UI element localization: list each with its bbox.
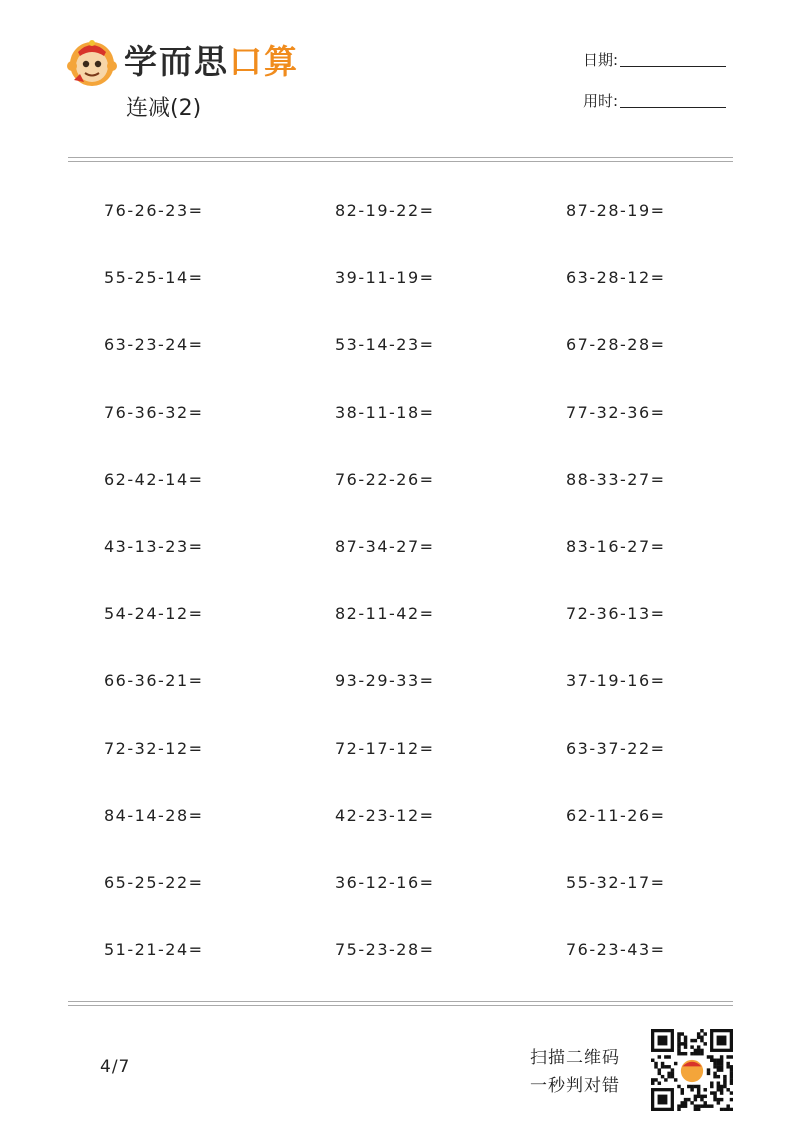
qr-module [726, 1055, 729, 1058]
brand-name: 学而思 [124, 42, 229, 81]
qr-module [720, 1068, 723, 1071]
qr-module [677, 1042, 680, 1045]
problem-item: 87-34-27= [335, 537, 435, 556]
qr-module [720, 1098, 723, 1101]
problem-item: 63-28-12= [566, 268, 666, 288]
qr-module [703, 1042, 706, 1045]
qr-module [661, 1065, 664, 1068]
qr-module [681, 1052, 684, 1055]
qr-module [700, 1029, 703, 1032]
scan-line-2: 一秒判对错 [530, 1076, 620, 1096]
qr-module [717, 1098, 720, 1101]
qr-module [717, 1062, 720, 1065]
problem-item: 43-13-23= [104, 537, 204, 556]
qr-module [717, 1101, 720, 1104]
qr-module [700, 1039, 703, 1042]
qr-module [703, 1101, 706, 1104]
qr-module [654, 1062, 657, 1065]
qr-module [710, 1059, 713, 1062]
qr-module [690, 1052, 693, 1055]
qr-module [717, 1088, 720, 1091]
qr-module [707, 1068, 710, 1071]
problem-item: 67-28-28= [566, 335, 666, 355]
qr-module [697, 1049, 700, 1052]
qr-module [671, 1068, 674, 1071]
qr-module [661, 1062, 664, 1065]
qr-module [684, 1042, 687, 1045]
worksheet-title: 连减(2) [126, 96, 202, 121]
qr-module [667, 1065, 670, 1068]
qr-module [707, 1055, 710, 1058]
qr-module [713, 1072, 716, 1075]
qr-module [667, 1055, 670, 1058]
qr-module [684, 1104, 687, 1107]
problem-item: 63-37-22= [566, 738, 666, 758]
problem-item: 72-17-12= [335, 738, 435, 758]
bottom-divider [68, 1001, 733, 1006]
qr-module [697, 1104, 700, 1107]
problem-item: 77-32-36= [566, 402, 666, 422]
qr-module [684, 1052, 687, 1055]
qr-module [684, 1045, 687, 1048]
problem-item: 51-21-24= [104, 940, 204, 960]
qr-module [677, 1039, 680, 1042]
qr-module [677, 1036, 680, 1039]
qr-module [677, 1108, 680, 1111]
qr-module [710, 1091, 713, 1094]
qr-module [730, 1098, 733, 1101]
problem-item: 82-19-22= [335, 201, 435, 220]
qr-module [697, 1052, 700, 1055]
qr-module [677, 1104, 680, 1107]
qr-module [697, 1108, 700, 1111]
qr-module [677, 1032, 680, 1035]
qr-module [651, 1081, 654, 1084]
brand-product: 口算 [229, 42, 299, 81]
qr-module [717, 1068, 720, 1071]
qr-module [700, 1052, 703, 1055]
qr-module [717, 1059, 720, 1062]
date-label: 日期: [583, 51, 619, 69]
qr-module [661, 1075, 664, 1078]
problem-item: 83-16-27= [566, 537, 666, 556]
qr-module [717, 1085, 720, 1088]
qr-module [726, 1108, 729, 1111]
qr-module [713, 1091, 716, 1094]
qr-module [658, 1072, 661, 1075]
qr-module [703, 1088, 706, 1091]
qr-module [697, 1088, 700, 1091]
qr-module [700, 1104, 703, 1107]
qr-module [664, 1065, 667, 1068]
scan-line-1: 扫描二维码 [530, 1048, 620, 1068]
qr-module [697, 1091, 700, 1094]
qr-module [700, 1036, 703, 1039]
qr-module [671, 1075, 674, 1078]
qr-module [730, 1078, 733, 1081]
qr-module [707, 1104, 710, 1107]
qr-module [730, 1055, 733, 1058]
qr-module [664, 1055, 667, 1058]
qr-module [694, 1085, 697, 1088]
qr-module [687, 1098, 690, 1101]
problem-item: 55-32-17= [566, 873, 666, 892]
qr-module [707, 1072, 710, 1075]
qr-module [700, 1098, 703, 1101]
qr-module [730, 1091, 733, 1094]
qr-module [694, 1108, 697, 1111]
problem-item: 76-23-43= [566, 940, 666, 960]
qr-module [664, 1078, 667, 1081]
qr-module [723, 1081, 726, 1084]
qr-module [694, 1039, 697, 1042]
qr-module [651, 1059, 654, 1062]
qr-module [694, 1095, 697, 1098]
qr-module [687, 1085, 690, 1088]
qr-module [697, 1045, 700, 1048]
qr-module [690, 1088, 693, 1091]
qr-module [717, 1065, 720, 1068]
problem-item: 37-19-16= [566, 671, 666, 691]
qr-module [703, 1104, 706, 1107]
qr-module [713, 1059, 716, 1062]
qr-module [726, 1062, 729, 1065]
qr-module [713, 1095, 716, 1098]
time-label: 用时: [583, 92, 619, 110]
qr-module [717, 1075, 720, 1078]
page-number: 4/7 [100, 1057, 131, 1077]
qr-module [677, 1045, 680, 1048]
qr-module [703, 1032, 706, 1035]
qr-module [710, 1081, 713, 1084]
problem-item: 39-11-19= [335, 268, 435, 288]
qr-module [658, 1068, 661, 1071]
qr-module [654, 1078, 657, 1081]
problem-item: 72-32-12= [104, 738, 204, 758]
qr-module [730, 1108, 733, 1111]
qr-module [720, 1062, 723, 1065]
qr-module [677, 1052, 680, 1055]
problem-item: 53-14-23= [335, 335, 435, 355]
problem-item: 42-23-12= [335, 805, 435, 825]
qr-module [703, 1095, 706, 1098]
qr-module [681, 1032, 684, 1035]
problem-item: 76-36-32= [104, 402, 204, 422]
qr-finder-block [717, 1036, 727, 1046]
problem-item: 87-28-19= [566, 201, 666, 220]
qr-module [713, 1062, 716, 1065]
qr-module [674, 1078, 677, 1081]
qr-module [694, 1049, 697, 1052]
qr-module [720, 1059, 723, 1062]
qr-module [681, 1091, 684, 1094]
qr-module [713, 1075, 716, 1078]
qr-module [684, 1036, 687, 1039]
qr-module [690, 1045, 693, 1048]
qr-module [651, 1078, 654, 1081]
qr-module [658, 1055, 661, 1058]
problem-item: 63-23-24= [104, 335, 204, 355]
qr-module [684, 1101, 687, 1104]
qr-module [700, 1095, 703, 1098]
qr-module [723, 1085, 726, 1088]
qr-module [681, 1104, 684, 1107]
qr-module [697, 1036, 700, 1039]
qr-module [681, 1042, 684, 1045]
problem-item: 93-29-33= [335, 671, 435, 691]
problem-item: 72-36-13= [566, 604, 666, 624]
qr-module [694, 1104, 697, 1107]
qr-module [730, 1065, 733, 1068]
problem-item: 88-33-27= [566, 469, 666, 489]
problem-item: 55-25-14= [104, 268, 204, 288]
qr-module [690, 1101, 693, 1104]
qr-module [674, 1062, 677, 1065]
qr-module [694, 1052, 697, 1055]
qr-module [720, 1085, 723, 1088]
problem-item: 54-24-12= [104, 604, 204, 624]
problem-item: 62-42-14= [104, 469, 204, 489]
qr-module [697, 1085, 700, 1088]
qr-module [671, 1072, 674, 1075]
qr-module [684, 1039, 687, 1042]
qr-module [690, 1039, 693, 1042]
qr-module [710, 1104, 713, 1107]
qr-module [730, 1072, 733, 1075]
qr-module [720, 1065, 723, 1068]
qr-module [723, 1075, 726, 1078]
qr-module [726, 1065, 729, 1068]
problem-item: 62-11-26= [566, 805, 666, 825]
qr-finder-block [658, 1095, 668, 1105]
qr-module [654, 1065, 657, 1068]
problem-item: 36-12-16= [335, 873, 435, 892]
problem-item: 76-26-23= [104, 201, 204, 220]
qr-module [667, 1072, 670, 1075]
qr-module [658, 1081, 661, 1084]
qr-module [720, 1088, 723, 1091]
scan-instructions [530, 1044, 620, 1100]
qr-module [697, 1032, 700, 1035]
qr-module [684, 1098, 687, 1101]
qr-module [713, 1098, 716, 1101]
qr-module [730, 1075, 733, 1078]
qr-module [681, 1088, 684, 1091]
qr-module [730, 1081, 733, 1084]
qr-module [667, 1075, 670, 1078]
qr-module [726, 1088, 729, 1091]
qr-module [723, 1078, 726, 1081]
qr-module [723, 1108, 726, 1111]
problem-item: 82-11-42= [335, 604, 435, 624]
qr-module [697, 1095, 700, 1098]
problem-item: 66-36-21= [104, 671, 204, 691]
qr-module [717, 1081, 720, 1084]
qr-module [726, 1104, 729, 1107]
qr-module [730, 1068, 733, 1071]
qr-module [677, 1049, 680, 1052]
qr-module [710, 1085, 713, 1088]
qr-module [720, 1055, 723, 1058]
qr-finder-block [658, 1036, 668, 1046]
problem-item: 76-22-26= [335, 469, 435, 489]
qr-module [710, 1055, 713, 1058]
qr-module [720, 1091, 723, 1094]
qr-module [681, 1101, 684, 1104]
qr-module [713, 1065, 716, 1068]
qr-module [690, 1085, 693, 1088]
qr-module [694, 1098, 697, 1101]
qr-code-icon[interactable] [651, 1029, 733, 1111]
problem-item: 38-11-18= [335, 402, 435, 422]
problem-item: 84-14-28= [104, 805, 204, 825]
qr-module [700, 1049, 703, 1052]
qr-module [720, 1108, 723, 1111]
problem-item: 75-23-28= [335, 940, 435, 960]
qr-module [677, 1085, 680, 1088]
problem-item: 65-25-22= [104, 873, 204, 892]
